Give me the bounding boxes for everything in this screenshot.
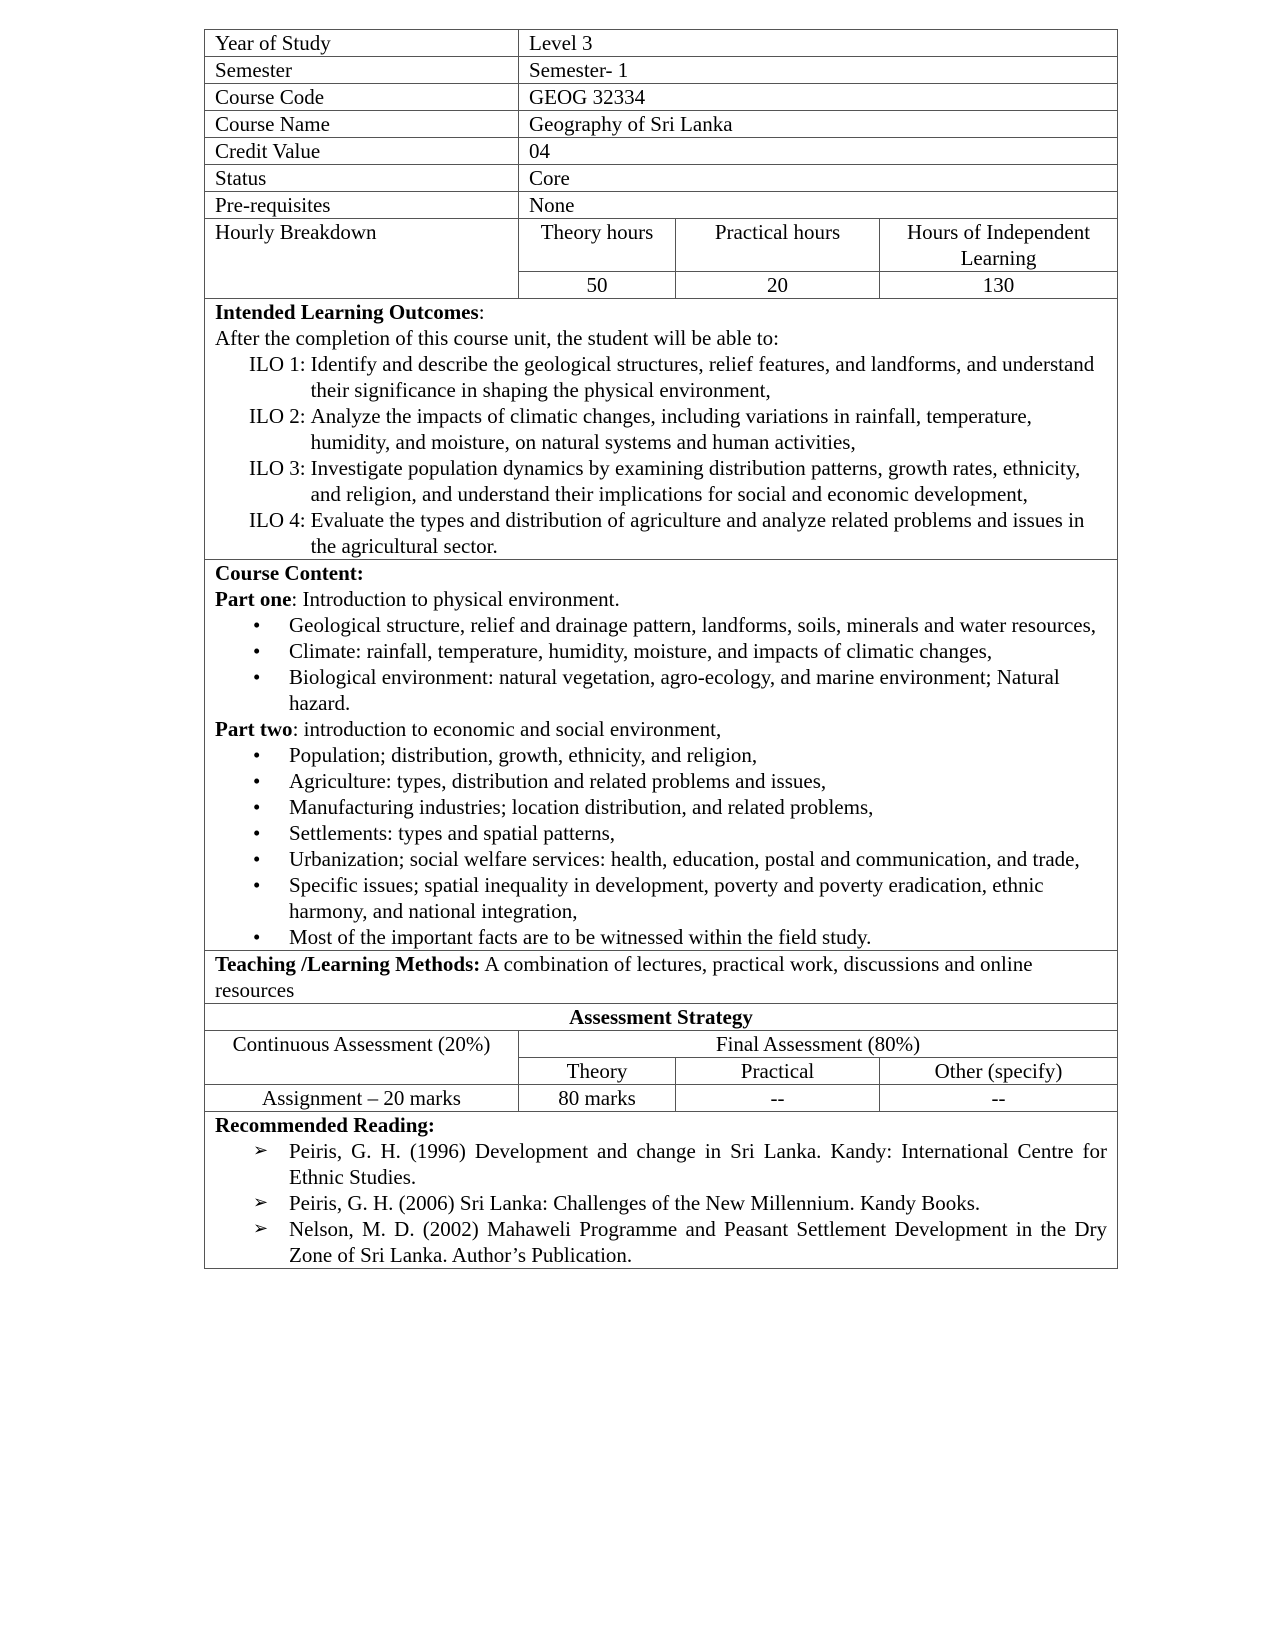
reading-item: ➢ Peiris, G. H. (1996) Development and change in Sri Lanka. Kandy: International Centre for Ethnic Studies. [215, 1138, 1107, 1190]
info-value: Semester- 1 [519, 57, 1118, 84]
ilo-heading-line [215, 299, 1107, 325]
part-two-list [215, 742, 1107, 950]
content-heading: Course Content: [215, 561, 364, 585]
hourly-header-theory: Theory hours [519, 219, 676, 272]
continuous-value: Assignment – 20 marks [205, 1085, 519, 1112]
ilo-label: ILO 1: [249, 352, 306, 376]
list-item: • Most of the important facts are to be witnessed within the field study. [215, 924, 1107, 950]
info-value: Level 3 [519, 30, 1118, 57]
continuous-assessment-label: Continuous Assessment (20%) [205, 1031, 519, 1085]
hourly-header-independent: Hours of Independent Learning [880, 219, 1118, 272]
info-row [205, 111, 1118, 138]
list-item: • Specific issues; spatial inequality in development, poverty and poverty eradication, ethnic harmony, and national integration, [215, 872, 1107, 924]
assessment-value-row [205, 1085, 1118, 1112]
hourly-label: Hourly Breakdown [205, 219, 519, 299]
hourly-value-independent: 130 [880, 272, 1118, 299]
info-label: Course Name [205, 111, 519, 138]
final-value-theory: 80 marks [519, 1085, 676, 1112]
part-two-line [215, 716, 1107, 742]
ilo-item [215, 507, 1107, 559]
ilo-item [215, 403, 1107, 455]
hourly-value-practical: 20 [676, 272, 880, 299]
info-label: Year of Study [205, 30, 519, 57]
info-row [205, 138, 1118, 165]
info-row [205, 192, 1118, 219]
final-value-practical: -- [676, 1085, 880, 1112]
ilo-label: ILO 4: [249, 508, 306, 532]
final-header-other: Other (specify) [880, 1058, 1118, 1085]
info-value: 04 [519, 138, 1118, 165]
reading-item: ➢ Nelson, M. D. (2002) Mahaweli Programme and Peasant Settlement Development in the Dry Zone of Sri Lanka. Author’s Publication. [215, 1216, 1107, 1268]
list-item: • Population; distribution, growth, ethnicity, and religion, [215, 742, 1107, 768]
ilo-text: Investigate population dynamics by examining distribution patterns, growth rates, ethnicity, and religion, and understand their implications for social and economic development, [310, 456, 1081, 506]
final-value-other: -- [880, 1085, 1118, 1112]
reading-heading: Recommended Reading: [215, 1113, 435, 1137]
info-label: Credit Value [205, 138, 519, 165]
info-row [205, 30, 1118, 57]
part-one-list [215, 612, 1107, 716]
reading-row [205, 1112, 1118, 1269]
info-label: Status [205, 165, 519, 192]
info-value: GEOG 32334 [519, 84, 1118, 111]
methods-label: Teaching /Learning Methods: [215, 952, 481, 976]
ilo-heading: Intended Learning Outcomes [215, 300, 479, 324]
list-item: • Manufacturing industries; location distribution, and related problems, [215, 794, 1107, 820]
assessment-title-row [205, 1004, 1118, 1031]
reading-list [215, 1138, 1107, 1268]
list-item: • Agriculture: types, distribution and related problems and issues, [215, 768, 1107, 794]
ilo-text: Evaluate the types and distribution of agriculture and analyze related problems and issues in the agricultural sector. [310, 508, 1085, 558]
ilo-section [205, 299, 1118, 560]
info-row [205, 84, 1118, 111]
assessment-title: Assessment Strategy [205, 1004, 1118, 1031]
part-one-line [215, 586, 1107, 612]
ilo-item [215, 455, 1107, 507]
hourly-value-theory: 50 [519, 272, 676, 299]
part-one-label: Part one [215, 587, 292, 611]
info-label: Pre-requisites [205, 192, 519, 219]
final-header-practical: Practical [676, 1058, 880, 1085]
ilo-item [215, 351, 1107, 403]
info-row [205, 165, 1118, 192]
ilo-intro: After the completion of this course unit, the student will be able to: [215, 326, 779, 350]
info-label: Course Code [205, 84, 519, 111]
final-assessment-label: Final Assessment (80%) [519, 1031, 1118, 1058]
recommended-reading-section [205, 1112, 1118, 1269]
ilo-heading-colon: : [478, 300, 485, 324]
part-one-text: : Introduction to physical environment. [291, 587, 620, 611]
ilo-text: Analyze the impacts of climatic changes, including variations in rainfall, temperature, humidity, and moisture, on natural systems and human activities, [310, 404, 1032, 454]
info-value: None [519, 192, 1118, 219]
ilo-text: Identify and describe the geological structures, relief features, and landforms, and understand their significance in shaping the physical environment, [310, 352, 1095, 402]
ilo-label: ILO 3: [249, 456, 306, 480]
hourly-header-row [205, 219, 1118, 272]
part-two-text: : introduction to economic and social environment, [292, 717, 722, 741]
list-item: • Settlements: types and spatial patterns, [215, 820, 1107, 846]
info-label: Semester [205, 57, 519, 84]
info-value: Core [519, 165, 1118, 192]
part-two-label: Part two [215, 717, 293, 741]
final-header-theory: Theory [519, 1058, 676, 1085]
info-value: Geography of Sri Lanka [519, 111, 1118, 138]
ilo-label: ILO 2: [249, 404, 306, 428]
list-item: • Biological environment: natural vegetation, agro-ecology, and marine environment; Natural hazard. [215, 664, 1107, 716]
ilo-row [205, 299, 1118, 560]
hourly-header-practical: Practical hours [676, 219, 880, 272]
methods-section [205, 951, 1118, 1004]
reading-item: ➢ Peiris, G. H. (2006) Sri Lanka: Challenges of the New Millennium. Kandy Books. [215, 1190, 1107, 1216]
content-row [205, 560, 1118, 951]
list-item: • Climate: rainfall, temperature, humidity, moisture, and impacts of climatic changes, [215, 638, 1107, 664]
course-spec-table [204, 29, 1118, 1269]
course-content-section [205, 560, 1118, 951]
list-item: • Geological structure, relief and drainage pattern, landforms, soils, minerals and water resources, [215, 612, 1107, 638]
methods-text: A combination of lectures, practical work, discussions and online resources [215, 952, 1033, 1002]
assessment-header-row [205, 1031, 1118, 1058]
methods-row [205, 951, 1118, 1004]
info-row [205, 57, 1118, 84]
list-item: • Urbanization; social welfare services: health, education, postal and communication, and trade, [215, 846, 1107, 872]
